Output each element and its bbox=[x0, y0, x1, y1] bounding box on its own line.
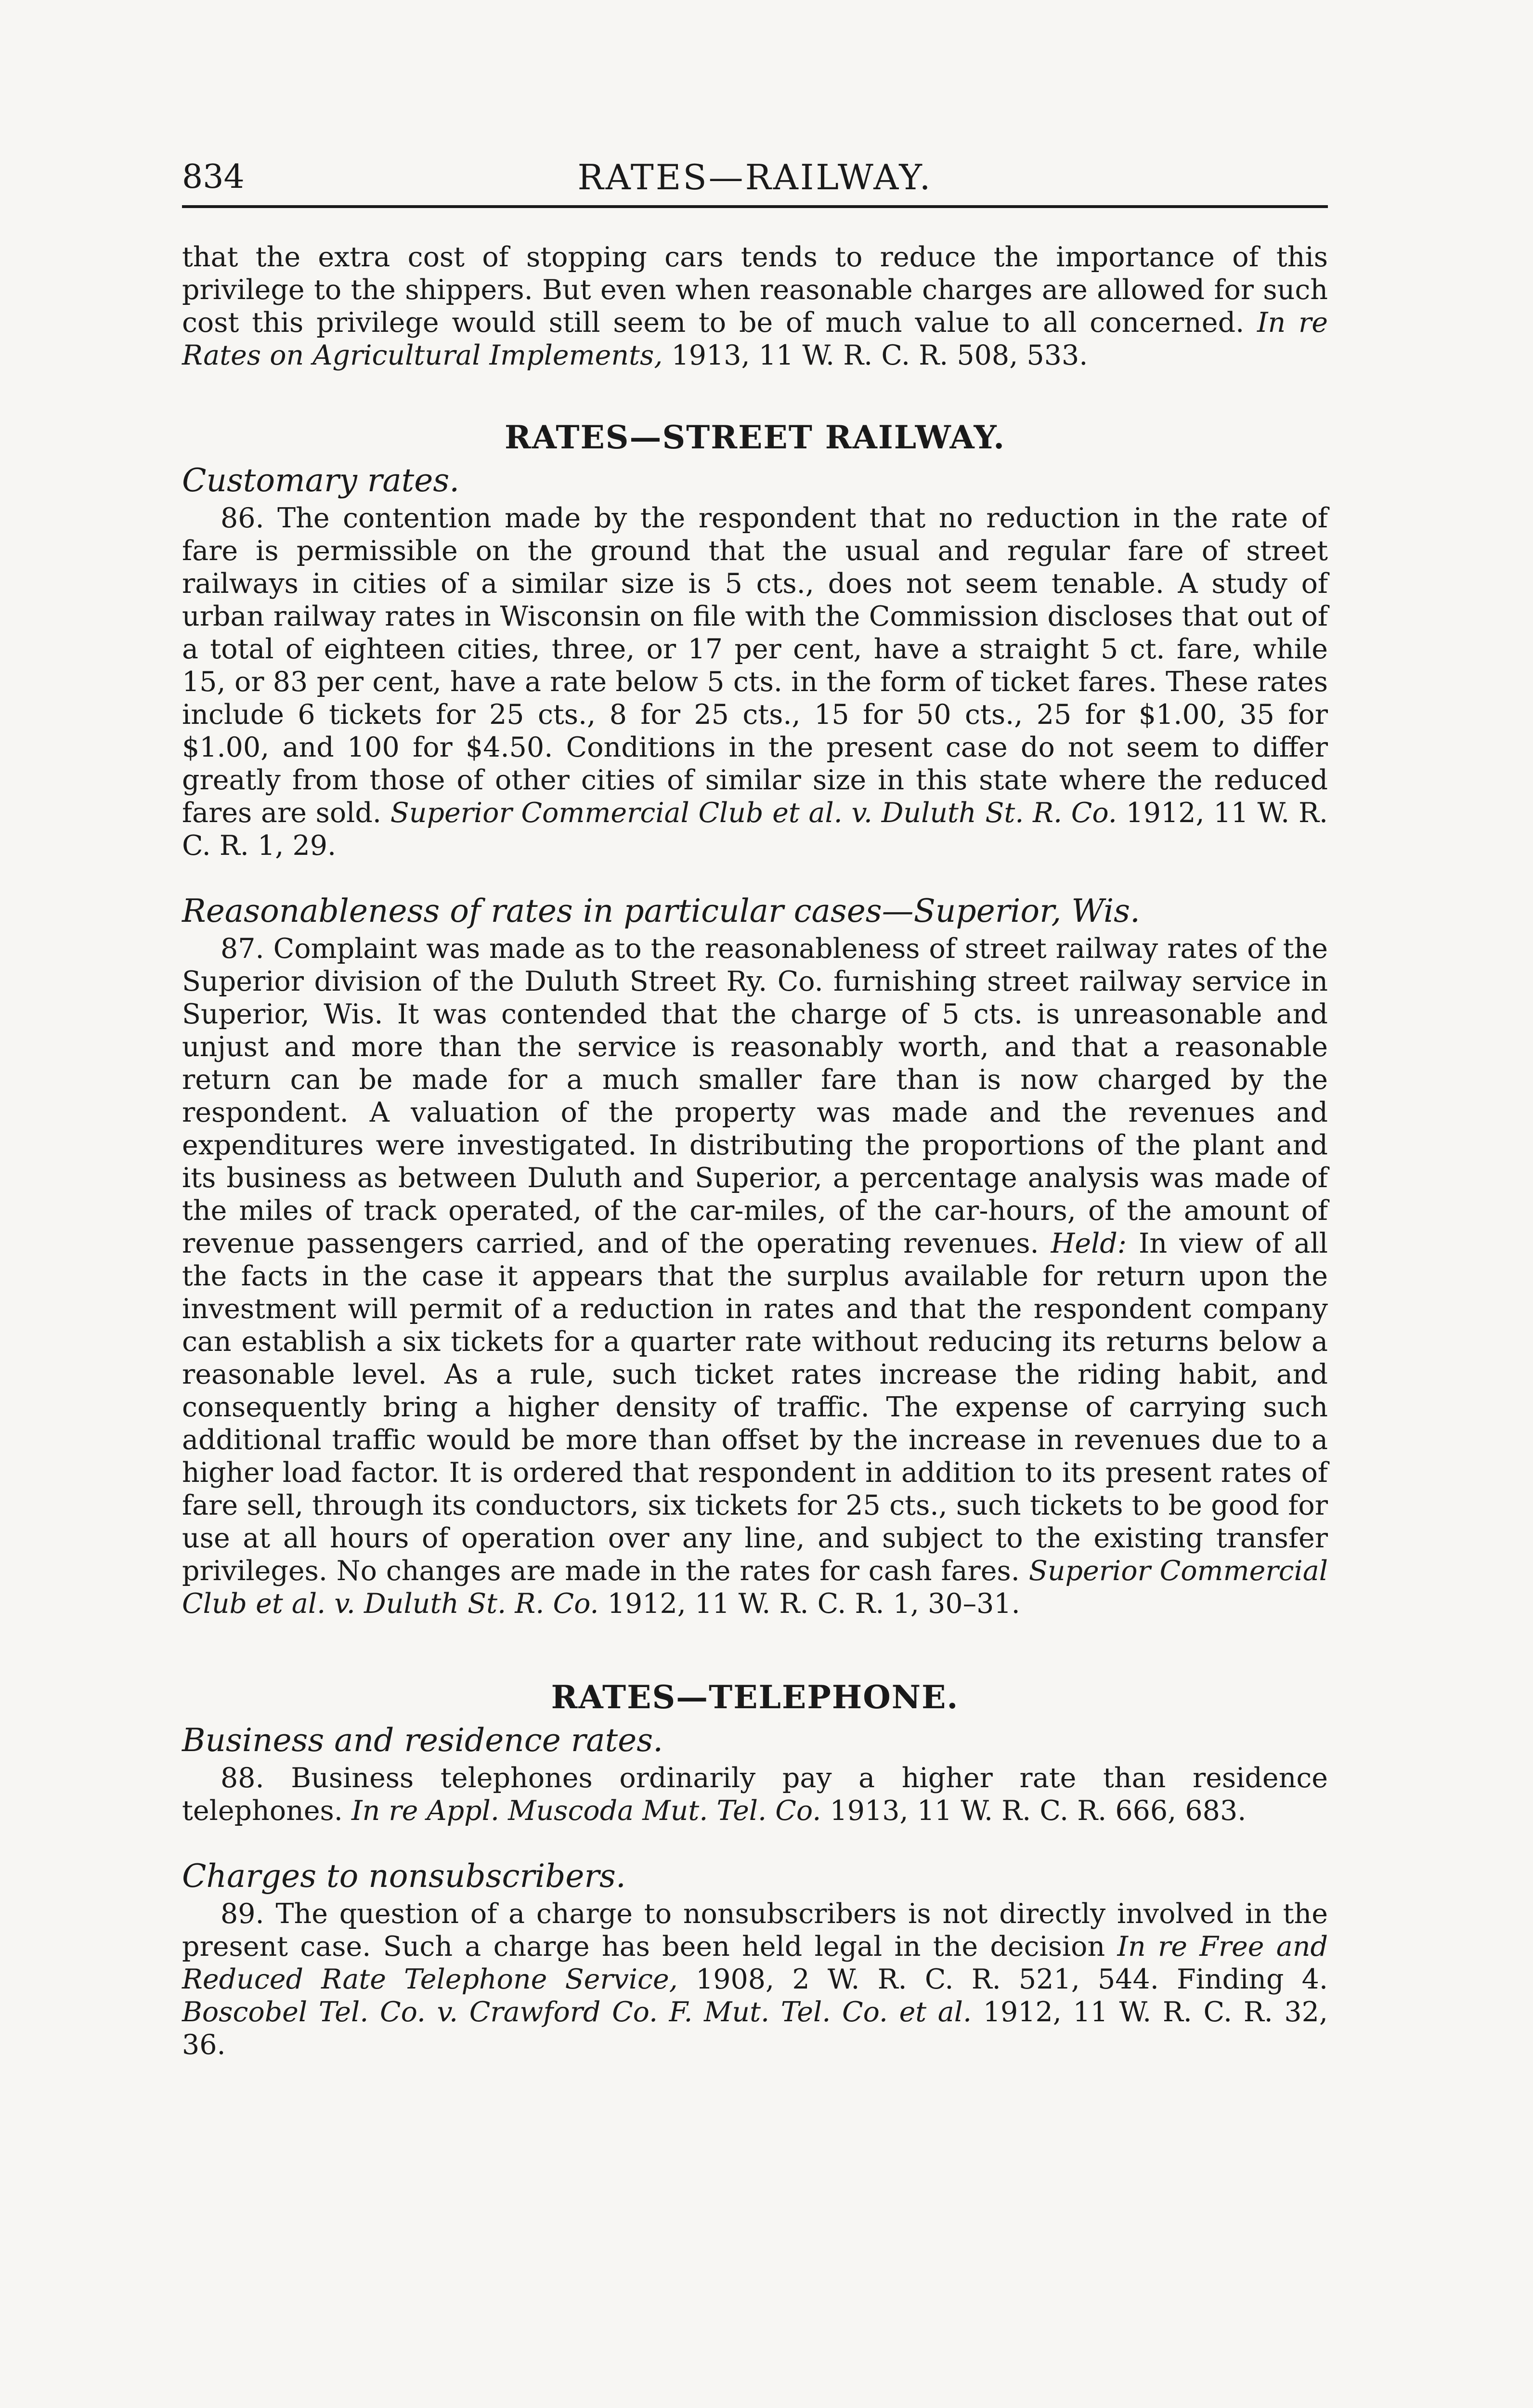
header-rule bbox=[182, 205, 1328, 208]
subheading-nonsubscribers: Charges to nonsubscribers. bbox=[182, 1858, 626, 1895]
subheading-business-residence: Business and residence rates. bbox=[182, 1722, 663, 1759]
running-title: RATES—RAILWAY. bbox=[577, 157, 933, 197]
citation: In re Appl. Muscoda Mut. Tel. Co. bbox=[351, 1795, 821, 1827]
citation: Superior Commercial Club et al. v. Duluth St. R. Co. bbox=[182, 1555, 1328, 1620]
paragraph-text: The question of a charge to nonsubscribers is not directly involved in the present case. Such a charge has been held legal in the decision bbox=[182, 1898, 1328, 1963]
paragraph-text: The contention made by the respondent that no reduction in the rate of fare is permissible on the ground that the usual and regular fare of street railways in cities of a similar size is 5 cts., does not seem tenable. A study of urban railway rates in Wisconsin on file with the Commission discloses that out of a total of eighteen cities, three, or 17 per cent, have a straight 5 ct. fare, while 15, or 83 per cent, have a rate below 5 cts. in the form of ticket fares. These rates include 6 tickets for 25 cts., 8 for 25 cts., 15 for 50 cts., 25 for $1.00, 35 for $1.00, and 100 for $4.50. Conditions in the present case do not seem to differ greatly from those of other cities of similar size in this state where the reduced fares are sold. bbox=[182, 502, 1328, 829]
held-label: Held: bbox=[1051, 1228, 1127, 1259]
citation-2: Boscobel Tel. Co. v. Crawford Co. F. Mut. Tel. Co. et al. bbox=[182, 1996, 972, 2028]
page-number: 834 bbox=[182, 158, 245, 196]
paragraph-87 bbox=[182, 932, 1328, 1620]
paragraph-86 bbox=[182, 502, 1328, 862]
citation-1: In re Free and Reduced Rate Telephone Service, bbox=[182, 1931, 1328, 1995]
subheading-reasonableness: Reasonableness of rates in particular cases—Superior, Wis. bbox=[182, 892, 1140, 929]
citation-ref: 1912, 11 W. R. C. R. 1, 30–31. bbox=[598, 1588, 1020, 1620]
intro-citation-ref: 1913, 11 W. R. C. R. 508, 533. bbox=[663, 340, 1088, 371]
subheading-customary-rates: Customary rates. bbox=[182, 462, 460, 499]
paragraph-89 bbox=[182, 1898, 1328, 2061]
intro-text: that the extra cost of stopping cars tends to reduce the importance of this privilege to the shippers. But even when reasonable charges are allowed for such cost this privilege would still seem to be of much value to all concerned. bbox=[182, 241, 1328, 339]
paragraph-number: 87. bbox=[221, 933, 264, 965]
citation-2-ref: 1912, 11 W. R. C. R. 32, 36. bbox=[182, 1996, 1328, 2061]
held-text: In view of all the facts in the case it appears that the surplus available for return upon the investment will permit of a reduction in rates and that the respondent company can establish a six tickets for a quarter rate without reducing its returns below a reasonable level. As a rule, such ticket rates increase the riding habit, and consequently bring a higher density of traffic. The expense of carrying such additional traffic would be more than offset by the increase in revenues due to a higher load factor. It is ordered that respondent in addition to its present rates of fare sell, through its conductors, six tickets for 25 cts., such tickets to be good for use at all hours of operation over any line, and subject to the existing transfer privileges. No changes are made in the rates for cash fares. bbox=[182, 1228, 1328, 1587]
section-heading-street-railway: RATES—STREET RAILWAY. bbox=[504, 419, 1006, 456]
page-content bbox=[182, 241, 1328, 2061]
intro-paragraph bbox=[182, 241, 1328, 372]
citation-ref: 1913, 11 W. R. C. R. 666, 683. bbox=[821, 1795, 1247, 1827]
page-header bbox=[182, 153, 1328, 201]
paragraph-number: 88. bbox=[221, 1762, 264, 1794]
paragraph-text: Complaint was made as to the reasonableness of street railway rates of the Superior division of the Duluth Street Ry. Co. furnishing street railway service in Superior, Wis. It was contended that the charge of 5 cts. is unreasonable and unjust and more than the service is reasonably worth, and that a reasonable return can be made for a much smaller fare than is now charged by the respondent. A valuation of the property was made and the revenues and expenditures were investigated. In distributing the proportions of the plant and its business as between Duluth and Superior, a percentage analysis was made of the miles of track operated, of the car-miles, of the car-hours, of the amount of revenue passengers carried, and of the operating revenues. bbox=[182, 933, 1328, 1259]
paragraph-number: 86. bbox=[221, 502, 264, 534]
paragraph-text: Business telephones ordinarily pay a higher rate than residence telephones. bbox=[182, 1762, 1328, 1827]
citation-ref: 1912, 11 W. R. C. R. 1, 29. bbox=[182, 797, 1328, 862]
paragraph-88 bbox=[182, 1762, 1328, 1827]
paragraph-number: 89. bbox=[221, 1898, 264, 1930]
intro-citation: In re Rates on Agricultural Implements, bbox=[182, 307, 1328, 371]
section-heading-telephone: RATES—TELEPHONE. bbox=[551, 1678, 959, 1716]
citation-1-ref: 1908, 2 W. R. C. R. 521, 544. Finding 4. bbox=[677, 1963, 1328, 1995]
citation: Superior Commercial Club et al. v. Duluth St. R. Co. bbox=[390, 797, 1117, 829]
